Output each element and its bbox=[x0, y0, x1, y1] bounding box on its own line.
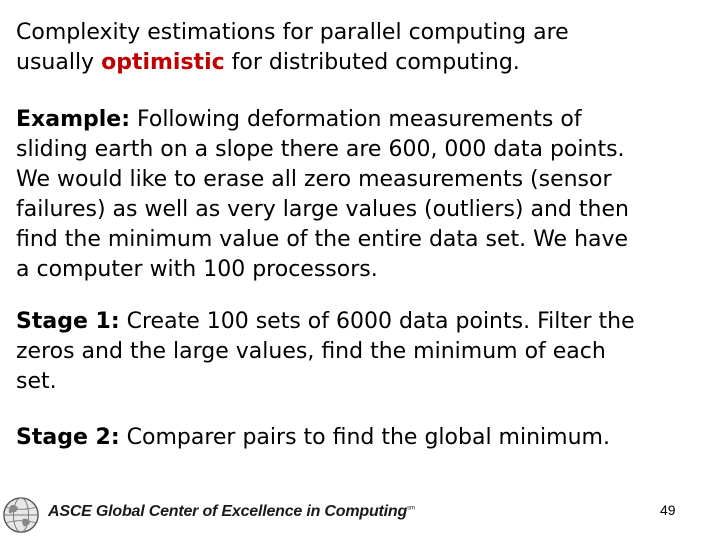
example-paragraph bbox=[16, 105, 712, 285]
example-lead: Example: bbox=[16, 107, 130, 132]
organization-name bbox=[48, 503, 415, 521]
trademark-mark: sm bbox=[407, 505, 415, 512]
stage1-lead: Stage 1: bbox=[16, 309, 120, 334]
stage1-paragraph bbox=[16, 307, 712, 397]
organization-text: ASCE Global Center of Excellence in Computing bbox=[48, 503, 408, 520]
intro-paragraph bbox=[16, 18, 712, 78]
globe-icon bbox=[2, 496, 40, 534]
slide-footer bbox=[0, 488, 720, 540]
page-number: 49 bbox=[660, 502, 676, 518]
example-text: Following deformation measurements of sliding earth on a slope there are 600, 000 data points. We would like to erase all zero measurements (sensor failures) as well as very large values (outliers) and then find the minimum value of the entire data set. We have a computer with 100 processors. bbox=[16, 107, 629, 282]
stage2-lead: Stage 2: bbox=[16, 425, 120, 450]
stage1-text: Create 100 sets of 6000 data points. Filter the zeros and the large values, find the minimum of each set. bbox=[16, 309, 635, 394]
stage2-paragraph bbox=[16, 423, 712, 453]
stage2-text: Comparer pairs to find the global minimum. bbox=[119, 425, 610, 450]
intro-text-after: for distributed computing. bbox=[224, 50, 520, 75]
optimistic-highlight: optimistic bbox=[101, 50, 225, 75]
intro-text-before: Complexity estimations for parallel computing are usually bbox=[16, 20, 569, 75]
